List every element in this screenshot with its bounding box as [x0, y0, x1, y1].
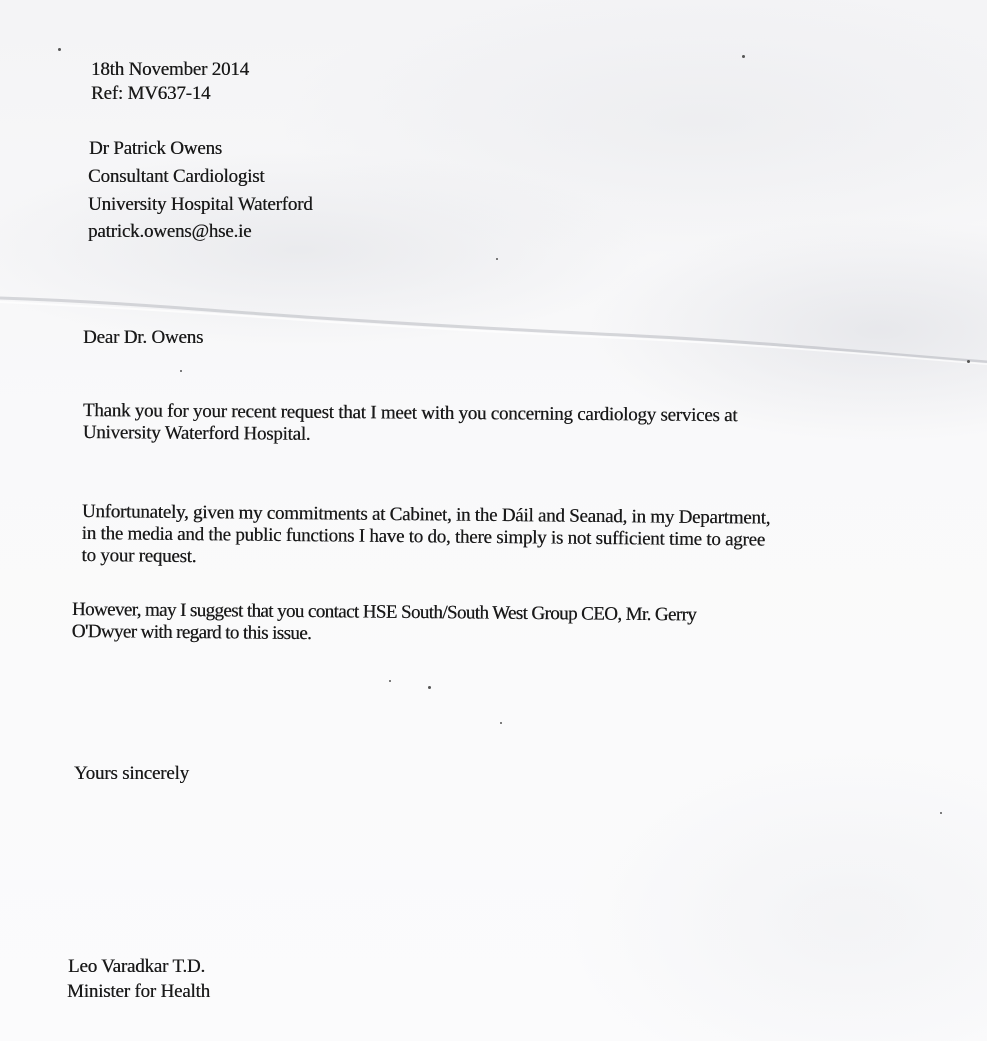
scan-speck — [967, 360, 970, 363]
scan-speck — [428, 686, 431, 689]
signatory-name: Leo Varadkar T.D. — [68, 956, 205, 977]
recipient-organization: University Hospital Waterford — [88, 194, 313, 215]
recipient-title: Consultant Cardiologist — [88, 166, 265, 187]
recipient-email: patrick.owens@hse.ie — [88, 221, 252, 242]
scan-speck — [389, 680, 391, 682]
scan-speck — [496, 258, 498, 260]
body-paragraph-2 — [81, 501, 770, 574]
body-paragraph-3 — [72, 599, 697, 648]
scan-speck — [180, 370, 182, 372]
recipient-name: Dr Patrick Owens — [89, 138, 222, 159]
signatory-role: Minister for Health — [67, 981, 210, 1002]
body-paragraph-3-line-2: O'Dwyer with regard to this issue. — [71, 620, 312, 645]
body-paragraph-1-line-1: Thank you for your recent request that I meet with you concerning cardiology services at — [82, 400, 738, 427]
scan-speck — [742, 55, 745, 58]
salutation: Dear Dr. Owens — [83, 327, 204, 348]
body-paragraph-1 — [83, 400, 738, 449]
scan-speck — [940, 812, 942, 814]
body-paragraph-2-line-2: in the media and the public functions I have to do, there simply is not sufficient time to agree — [81, 522, 765, 551]
closing: Yours sincerely — [74, 763, 189, 784]
letter-date: 18th November 2014 — [91, 59, 249, 80]
letter-reference: Ref: MV637-14 — [91, 83, 211, 104]
body-paragraph-1-line-2: University Waterford Hospital. — [82, 421, 311, 445]
body-paragraph-2-line-1: Unfortunately, given my commitments at Cabinet, in the Dáil and Seanad, in my Department, — [81, 501, 771, 529]
body-paragraph-3-line-1: However, may I suggest that you contact HSE South/South West Group CEO, Mr. Gerry — [71, 599, 697, 626]
scan-speck — [500, 722, 502, 724]
body-paragraph-2-line-3: to your request. — [81, 544, 197, 568]
scan-speck — [58, 48, 61, 51]
